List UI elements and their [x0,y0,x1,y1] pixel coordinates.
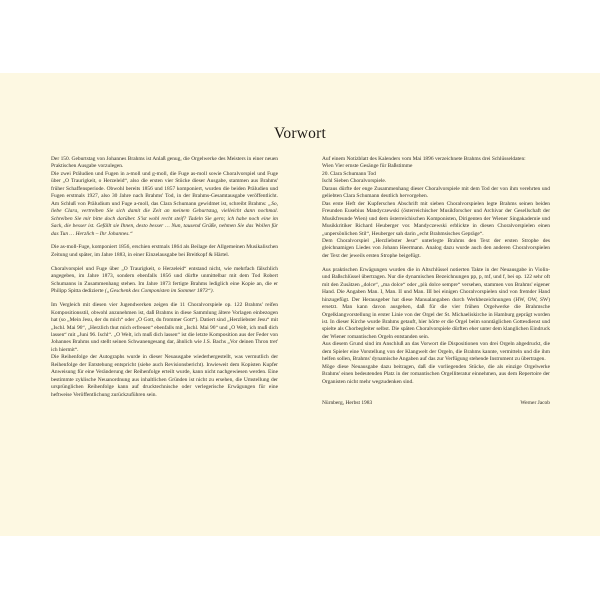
paragraph: Daraus dürfte der enge Zusammenhang dieser Choralvorspiele mit dem Tod der von ihm verehrten und geliebten Clara Schumann deutlich hervorgehen. [322,185,550,200]
signature-line [322,400,550,407]
list-line: Wien Vier ernste Gesänge für Baßstimme [322,163,413,170]
quote-italic: („Geschenk des Componisten im Sommer 1873“). [104,288,214,295]
list-line: 20. Clara Schumann Tod [322,170,376,177]
paragraph: Choralvorspiel und Fuge über „O Traurigkeit, o Herzeleid“ entstand nicht, wie mehrfach fälschlich angegeben, im Jahre 1873, sondern ebenfalls 1856 und dürfte unmittelbar mit dem Tod Robert Schumanns in Zusammenhang stehen. Im Jahre 1873 fertigte Brahms lediglich eine Kopie an, die er Philipp Spitta dedizierte („Geschenk des Componisten im Sommer 1873“). [51,265,278,295]
paragraph: Möge diese Neuausgabe dazu beitragen, daß die vorliegenden Stücke, die als einzige Orgelwerke Brahms' einen bedeutenden Platz in der romantischen Orgelliteratur einnehmen, aus dem Repertoire der Organisten nicht mehr wegzudenken sind. [322,363,550,385]
paragraph: Aus diesem Grund sind im Anschluß an das Vorwort die Dispositionen von drei Orgeln abgedruckt, die dem Spieler eine Vorstellung von der Klangwelt der Orgeln, die Brahms kannte, vermitteln und die ihm helfen sollen, Brahms' dynamische Angaben auf das zur Verfügung stehende Instrument zu übertragen. [322,341,550,363]
list-line: Ischl Sieben Choralvorspiele. [322,178,387,185]
page-title: Vorwort [274,125,326,142]
paragraph: Die as-moll-Fuge, komponiert 1856, erschien erstmals 1864 als Beilage der Allgemeinen Musikalischen Zeitung und später, im Jahre 1883, in einer Einzelausgabe bei Breitkopf & Härtel. [51,244,278,258]
paragraph: Dem Choralvorspiel „Herzliebster Jesu“ unterlegte Brahms den Text der ersten Strophe des gleichnamigen Liedes von Johann Heermann. Analog dazu wurde auch den anderen Choralvorspielen der Text der jeweils ersten Strophe beigefügt. [322,237,550,259]
document-page [0,73,600,536]
author-name: Werner Jacob [520,400,550,407]
right-column [322,156,550,408]
paragraph: Der 150. Geburtstag von Johannes Brahms ist Anlaß genug, die Orgelwerke des Meisters in einer neuen Praktischen Ausgabe vorzulegen. [51,156,278,170]
paragraph: Die zwei Präludien und Fugen in a-moll und g-moll, die Fuge as-moll sowie Choralvorspiel und Fuge über „O Traurigkeit, o Herzeleid“, also die ersten vier Stücke dieser Ausgabe, stammen aus Brahms' früher Schaffensperiode. Obwohl bereits 1856 und 1857 komponiert, wurden die beiden Präludien und Fugen erstmals 1927, also 30 Jahre nach Brahms' Tod, in der Brahms-Gesamtausgabe veröffentlicht. Am Schluß von Präludium und Fuge a-moll, das Clara Schumann gewidmet ist, schreibt Brahms: „So, liebe Clara, vertreiben Sie sich damit die Zeit an meinem Geburtstag, vielleicht dann nochmal. Schreiben Sie mir bitte doch darüber. S'ist wohl recht steif? Tadeln Sie gern; ich habe noch eine im Sack, die besser ist. Gefällt sie Ihnen, desto besser … Nun, tausend Grüße, nehmen Sie das Wollen für das Tun … Herzlich – Ihr Johannes.“ [51,170,278,237]
paragraph: Die Reihenfolge der Autographs wurde in dieser Neuausgabe wiederhergestellt, was vermutlich der Reihenfolge der Entstehung entspricht (siehe auch Revisionsbericht). Inwieweit dem Kopisten Kupfer Anweisung für eine Veränderung der Reihenfolge erteilt wurde, kann nicht nachgewiesen werden. Eine bestimmte zyklische Neuanordnung aus inhaltlichen Gründen ist nicht zu ersehen, die Umstellung der ursprünglichen Reihenfolge kann auf drucktechnische oder verlegerische Erwägungen für eine heftweise Veröffentlichung zurückzuführen sein. [51,354,278,398]
paragraph: Das erste Heft der Kupferschen Abschrift mit sieben Choralvorspielen legte Brahms seinen beiden Freunden Eusebius Mandyczewski (österreichischer Musikforscher und Archivar der Gesellschaft der Musikfreunde Wien) und dem österreichischen Komponisten, Dirigenten der Wiener Singakademie und Musikkritiker Richard Heuberger vor. Mandyczewski erblickte in diesen Choralvorspielen einen „unpersönlichen Stil“, Heuberger sah darin „echt Brahmsisches Gepräge“. [322,200,550,237]
paragraph: Im Vergleich mit diesen vier Jugendwerken zeigen die 11 Choralvorspiele op. 122 Brahms' reifen Kompositionsstil, obwohl anzunehmen ist, daß Brahms in diese Sammlung ältere Vorlagen einbezogen hat (so „Mein Jesu, der du mich“ oder „O Gott, du frommer Gott“). Datiert sind „Herzliebster Jesu“ mit „Ischl. Mai 96“, „Herzlich thut mich erfreuen“ ebenfalls mit „Ischl. Mai 96“ und „O Welt, ich muß dich lassen“ mit „Juni 96. Ischl“. „O Welt, ich muß dich lassen“ ist die letzte Komposition aus der Feder von Johannes Brahms und stellt seinen Schwanengesang dar, ähnlich wie J.S. Bachs „Vor deinen Thron tret' ich hiermit“. [51,302,278,353]
place-date: Nürnberg, Herbst 1983 [322,400,373,407]
left-column [51,156,278,399]
paragraph: Auf einem Notizblatt des Kalenders vom Mai 1896 verzeichnete Brahms drei Schlüsseldaten: [322,156,526,162]
quote-italic: „So, liebe Clara, vertreiben Sie sich damit die Zeit an meinem Geburtstag, vielleicht dann nochmal. Schreiben Sie mir bitte doch darüber. S'ist wohl recht steif? Tadeln Sie gern; ich habe noch eine im Sack, die besser ist. Gefällt sie Ihnen, desto besser … Nun, tausend Grüße, nehmen Sie das Wollen für das Tun … Herzlich – Ihr Johannes.“ [51,200,278,237]
paragraph: Aus praktischen Erwägungen wurden die in Altschlüssel notierten Takte in der Neuausgabe in Violin- und Baßschlüssel übertragen. Nur die dynamischen Bezeichnungen pp, p, mf, und f, bei op. 122 sehr oft mit den Zusätzen „dolce“, „ma dolce“ oder „più dolce sempre“ versehen, stammen von Brahms' eigener Hand. Die Angaben Man. I, Man. II und Man. III bei einigen Choralvorspielen sind von fremder Hand hinzugefügt. Der Herausgeber hat diese Manualangaben durch Werkbezeichnungen (HW, OW, SW) ersetzt. Man kann davon ausgehen, daß für die vier frühen Orgelwerke die Brahmsche Orgelklangvorstellung in erster Linie von der Orgel der St. Michaeliskirche in Hamburg geprägt worden ist. In dieser Kirche wurde Brahms getauft, hier hörte er die Orgel beim sonntäglichen Gottesdienst und spielte als Chorbegleiter selbst. Die späten Choralvorspiele dürften eher unter dem klanglichen Eindruck der Wiener romantischen Orgeln entstanden sein. [322,266,550,340]
